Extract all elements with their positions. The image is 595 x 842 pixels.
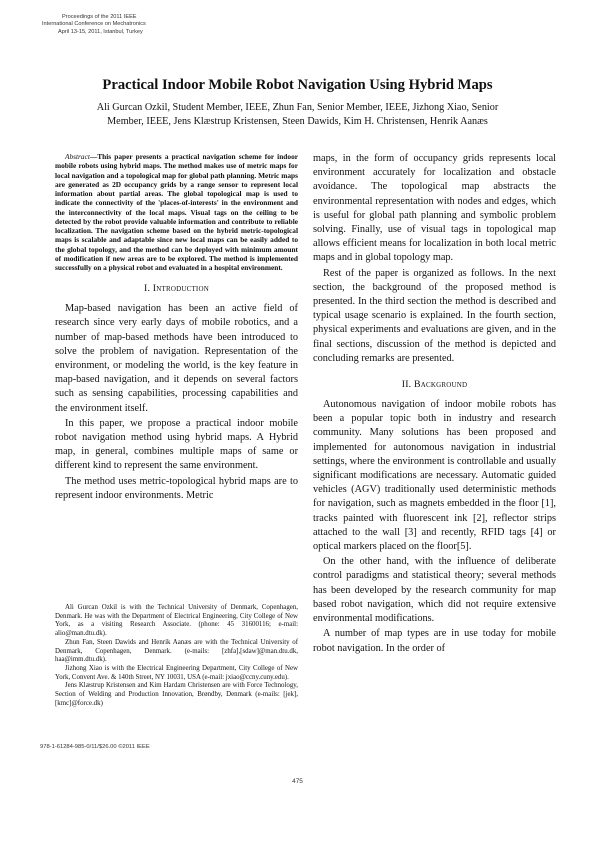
paragraph: Autonomous navigation of indoor mobile robots has been a popular topic both in industry and research community. Many solutions has been proposed and implemented for autonomous navigation in industrial settings, where the environment is controllable and usually significant modifications are necessary. Automatic guided vehicles (AGV) traditionally used deterministic methods for navigation, such as magnets embedded in the floor [1], tracks painted with fluorescent ink [2], reflector strips attached to the wall [3] and recently, RFID tags [4] or optical markers placed on the floor[5]. xyxy=(313,399,556,553)
author-line: Member, IEEE, Jens Klæstrup Kristensen, Steen Dawids, Kim H. Christensen, Henrik Aanæs xyxy=(107,116,488,127)
paragraph: Map-based navigation has been an active field of research since very early days of mobile robotics, and a number of map-based methods have been introduced to solve the problem of navigation. Representation of the environment, or modeling the world, is the key feature in map-based navigation, and it depends on several factors such as sensing capabilities, processing capabilities and the environment itself. xyxy=(55,303,298,414)
abstract-label: Abstract xyxy=(65,152,90,161)
abstract xyxy=(55,152,298,272)
page-number: 475 xyxy=(292,778,303,785)
paper-title: Practical Indoor Mobile Robot Navigation Using Hybrid Maps xyxy=(102,77,493,93)
paragraph: In this paper, we propose a practical indoor mobile robot navigation method using hybrid maps. A Hybrid map, in general, combines multiple maps of same or different kind to represent the same environment. xyxy=(55,417,298,472)
footnote: Jizhong Xiao is with the Electrical Engineering Department, City College of New York, Convent Ave. & 140th Street, NY 10031, USA (e-mail: jxiao@ccny.cuny.edu). xyxy=(55,664,298,681)
paragraph: On the other hand, with the influence of deliberate control paradigms and statistical theory; several methods has been developed by the research community for map based robot navigation, which did not require extensive environmental modifications. xyxy=(313,556,556,625)
footnote: Jens Klæstrup Kristensen and Kim Hardam Christensen are with Force Technology, Section of Welding and Production Innovation, Brøndby, Denmark (e-mails: [jek],[kmc]@force.dk) xyxy=(55,682,298,707)
isbn-line: 978-1-61284-985-0/11/$26.00 ©2011 IEEE xyxy=(40,744,150,750)
section-heading: II. Background xyxy=(401,379,468,391)
conference-line: April 13-15, 2011, Istanbul, Turkey xyxy=(58,28,143,35)
right-column xyxy=(313,152,556,656)
footnote: Zhun Fan, Steen Dawids and Henrik Aanæs are with the Technical University of Denmark, Copenhagen, Denmark. (e-mails: [zhfa],[sdaw]@man.dtu.dk, haa@imm.dtu.dk). xyxy=(55,638,298,664)
author-line: Ali Gurcan Ozkil, Student Member, IEEE, Zhun Fan, Senior Member, IEEE, Jizhong Xiao, Senior xyxy=(96,102,499,113)
paragraph: Rest of the paper is organized as follows. In the next section, the background of the proposed method is presented. In the third section the method is described and typical usage scenario is explained. In the fourth section, physical experiments and evaluations are given, and in the final sections, discussion of the method is depicted and concluding remarks are presented. xyxy=(313,267,556,364)
paragraph: maps, in the form of occupancy grids represents local environment accurately for localization and obstacle avoidance. The topological map abstracts the environmental representation with nodes and edges, which is useful for global path planning and symbolic problem solving. Finally, use of visual tags in topological map allows efficient means for localization in both local metric maps and in global topology map. xyxy=(313,153,556,264)
paragraph: A number of map types are in use today for mobile robot navigation. In the order of xyxy=(313,628,556,654)
abstract-text: —This paper presents a practical navigation scheme for indoor mobile robots using hybrid maps. The method makes use of metric maps for local navigation and a topological map for global path planning. Metric maps are generated as 2D occupancy grids by a range sensor to represent local information about partial areas. The global topological map is used to indicate the connectivity of the 'places-of-interests' in the environment and the interconnectivity of the local maps. Visual tags on the ceiling to be detected by the robot provide valuable information and contribute to reliable localization. The navigation scheme based on the hybrid metric-topological maps is scalable and adaptable since new local maps can be easily added to the global topology, and the method can be deployed with minimum amount of modification if new areas are to be explored. The method is implemented successfully on a physical robot and evaluated in a hospital environment. xyxy=(55,152,298,272)
conference-header xyxy=(42,14,202,36)
footnote: Ali Gurcan Ozkil is with the Technical University of Denmark, Copenhagen, Denmark. He was with the Department of Electrical Engineering, City College of New York, as a visiting Research Associate. (phone: 45 31600116; e-mail: alio@man.dtu.dk). xyxy=(55,604,298,638)
conference-line: International Conference on Mechatronics xyxy=(42,21,146,28)
author-list xyxy=(60,101,535,129)
conference-line: Proceedings of the 2011 IEEE xyxy=(62,14,137,20)
paragraph: The method uses metric-topological hybrid maps are to represent indoor environments. Metric xyxy=(55,475,298,501)
section-heading: I. Introduction xyxy=(144,283,209,295)
author-footnotes xyxy=(55,604,298,708)
left-column xyxy=(55,152,298,503)
